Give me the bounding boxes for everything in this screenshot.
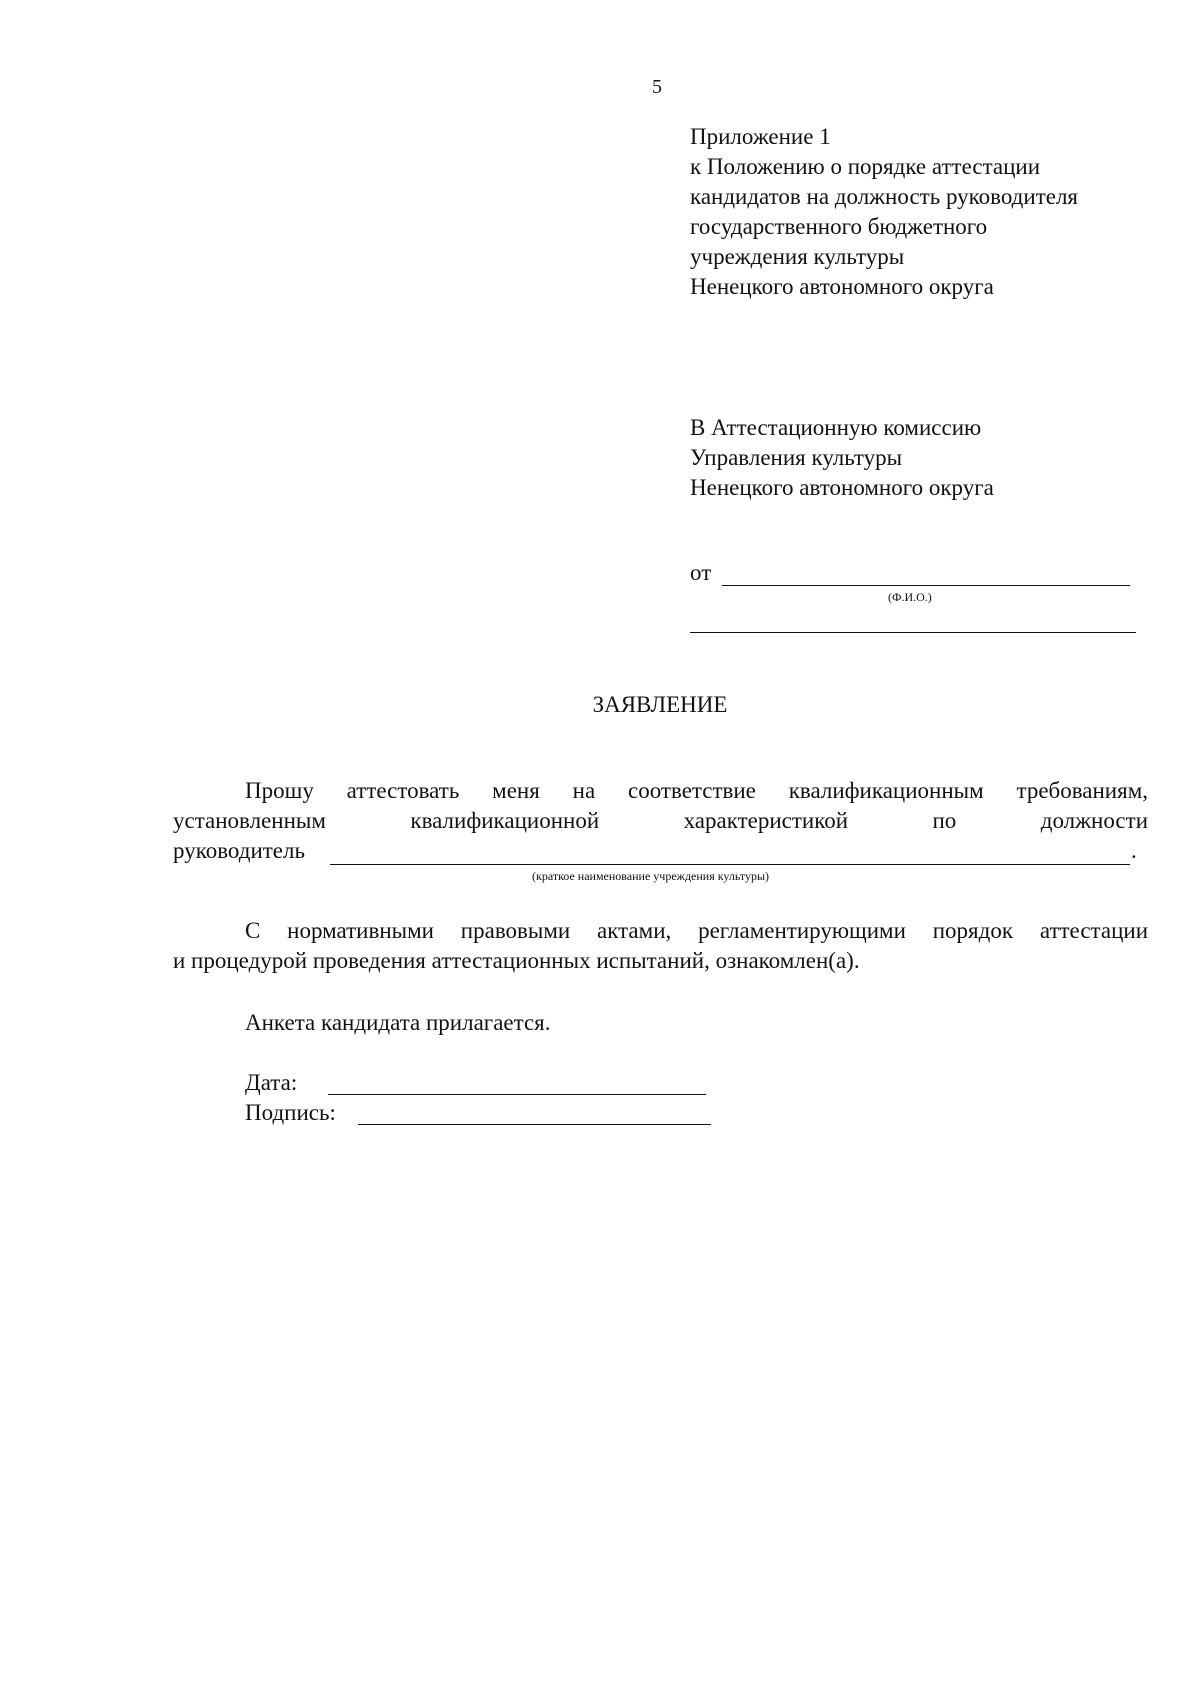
from-extra-field[interactable] xyxy=(690,632,1136,633)
addressee-line: Ненецкого автономного округа xyxy=(690,475,994,500)
appendix-line: Ненецкого автономного округа xyxy=(690,274,994,299)
word: по xyxy=(932,808,957,833)
from-name-field[interactable] xyxy=(722,585,1130,586)
appendix-line: к Положению о порядке аттестации xyxy=(690,154,1041,179)
from-caption: (Ф.И.О.) xyxy=(888,590,932,604)
appendix-line: государственного бюджетного xyxy=(690,214,988,239)
date-label: Дата: xyxy=(245,1070,298,1095)
institution-caption: (краткое наименование учреждения культуры) xyxy=(532,869,770,883)
word: должности xyxy=(1040,808,1148,833)
from-label: от xyxy=(690,560,712,585)
paragraph-2-line-2: и процедурой проведения аттестационных испытаний, ознакомлен(а). xyxy=(173,948,860,973)
page-number: 5 xyxy=(652,76,662,98)
document-title: ЗАЯВЛЕНИЕ xyxy=(592,692,728,717)
appendix-line: кандидатов на должность руководителя xyxy=(690,184,1079,209)
paragraph-2-line-1: С нормативными правовыми актами, регламентирующими порядок аттестации xyxy=(245,918,1148,943)
signature-field[interactable] xyxy=(358,1124,711,1125)
appendix-block xyxy=(690,122,1078,302)
appendix-line: Приложение 1 xyxy=(690,124,831,149)
position-label: руководитель xyxy=(173,838,305,863)
signature-label: Подпись: xyxy=(245,1100,336,1125)
appendix-line: учреждения культуры xyxy=(690,244,905,269)
date-field[interactable] xyxy=(328,1094,706,1095)
paragraph-1-line-2 xyxy=(173,806,1148,836)
addressee-line: В Аттестационную комиссию xyxy=(690,415,982,440)
word: установленным xyxy=(173,808,326,833)
line-end-period: . xyxy=(1131,838,1137,863)
word: характеристикой xyxy=(683,808,849,833)
addressee-block xyxy=(690,413,994,503)
paragraph-3: Анкета кандидата прилагается. xyxy=(245,1010,551,1035)
institution-name-field[interactable] xyxy=(330,864,1130,865)
paragraph-1-line-1: Прошу аттестовать меня на соответствие квалификационным требованиям, xyxy=(245,778,1148,803)
addressee-line: Управления культуры xyxy=(690,445,903,470)
word: квалификационной xyxy=(410,808,600,833)
